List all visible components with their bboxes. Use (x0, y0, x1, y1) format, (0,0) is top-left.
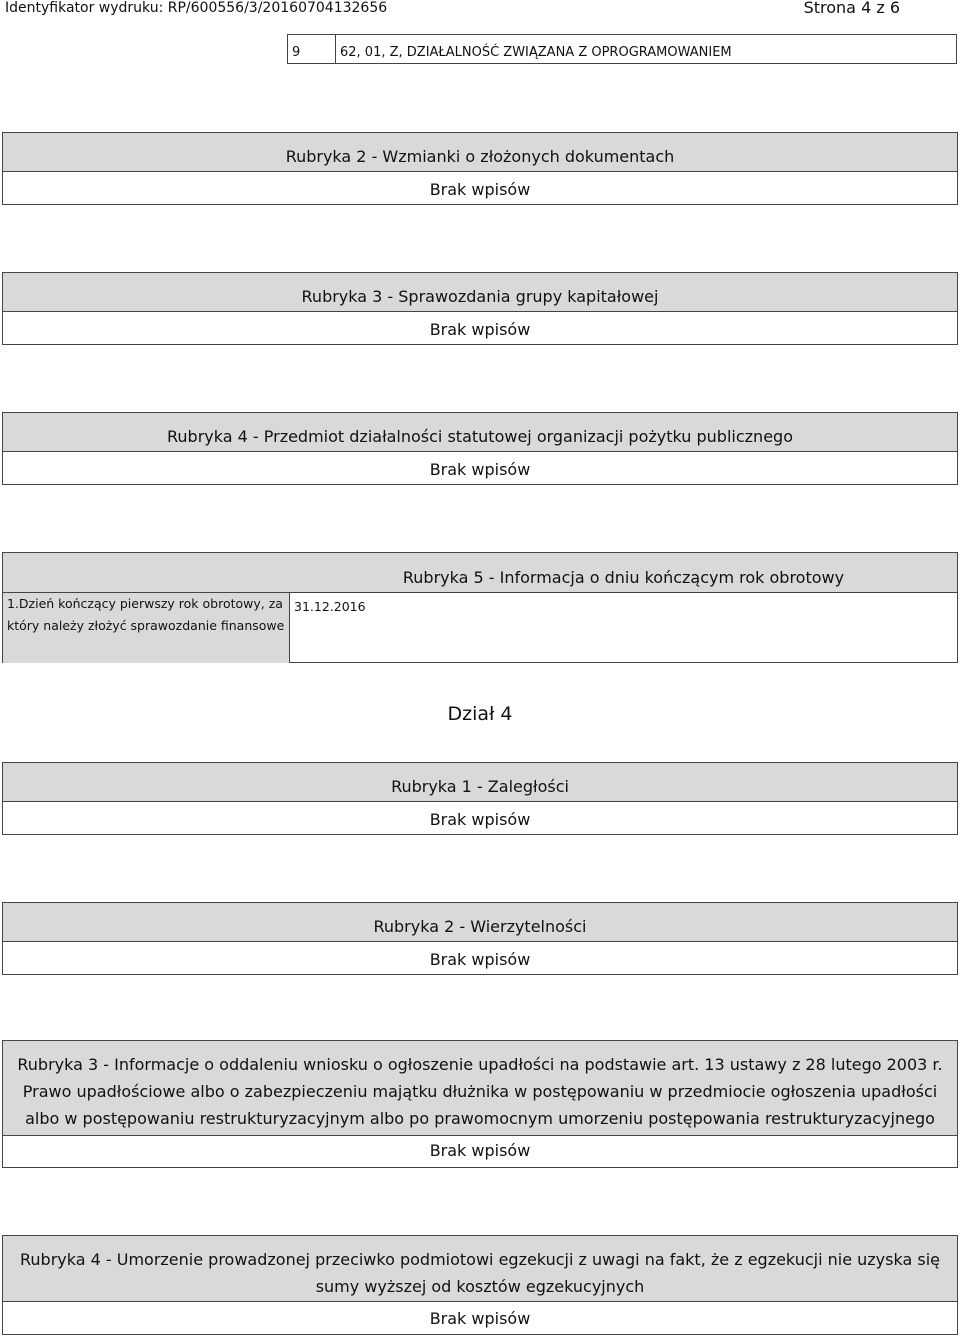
rubryka-body: Brak wpisów (429, 950, 531, 969)
pkd-row (287, 34, 957, 64)
page-number: Strona 4 z 6 (803, 0, 900, 17)
rubryka-3-sprawozdania (2, 272, 958, 345)
rubryka-title: Rubryka 2 - Wierzytelności (3, 903, 957, 942)
rubryka-body: Brak wpisów (429, 320, 531, 339)
rubryka-4-umorzenie-egzekucji (2, 1235, 958, 1335)
rubryka-3-oddalenie-wniosku (2, 1040, 958, 1168)
rubryka-title: Rubryka 1 - Zaległości (3, 763, 957, 802)
rubryka-2-wierzytelnosci (2, 902, 958, 975)
print-identifier: Identyfikator wydruku: RP/600556/3/20160704132656 (5, 0, 388, 16)
section-title-dzial-4: Dział 4 (447, 703, 513, 725)
rubryka-1-zaleglosci (2, 762, 958, 835)
rubryka-title: Rubryka 5 - Informacja o dniu kończącym rok obrotowy (3, 553, 957, 593)
rubryka-5-rok-obrotowy (2, 552, 958, 663)
rubryka-4-przedmiot (2, 412, 958, 485)
rubryka-body: Brak wpisów (429, 810, 531, 829)
rubryka-5-label: 1.Dzień kończący pierwszy rok obrotowy, za który należy złożyć sprawozdanie finansowe (3, 593, 290, 663)
rubryka-title: Rubryka 3 - Sprawozdania grupy kapitałowej (3, 273, 957, 312)
rubryka-body: Brak wpisów (429, 460, 531, 479)
pkd-row-text: 62, 01, Z, DZIAŁALNOŚĆ ZWIĄZANA Z OPROGRAMOWANIEM (340, 45, 732, 60)
rubryka-5-value: 31.12.2016 (294, 599, 366, 614)
rubryka-body: Brak wpisów (429, 180, 531, 199)
rubryka-title: Rubryka 3 - Informacje o oddaleniu wniosku o ogłoszenie upadłości na podstawie art. 13 ustawy z 28 lutego 2003 r. Prawo upadłościowe albo o zabezpieczeniu majątku dłużnika w postępowaniu w przedmiocie ogłoszenia upadłości albo w postępowaniu restrukturyzacyjnym albo po prawomocnym umorzeniu postępowania restrukturyzacyjnego (3, 1041, 957, 1136)
rubryka-2-wzmianki (2, 132, 958, 205)
rubryka-5-row (3, 593, 957, 663)
pkd-row-number: 9 (288, 35, 336, 63)
rubryka-body: Brak wpisów (429, 1309, 531, 1328)
rubryka-title: Rubryka 2 - Wzmianki o złożonych dokumentach (3, 133, 957, 172)
rubryka-title: Rubryka 4 - Przedmiot działalności statutowej organizacji pożytku publicznego (3, 413, 957, 452)
rubryka-body: Brak wpisów (429, 1141, 531, 1160)
rubryka-title: Rubryka 4 - Umorzenie prowadzonej przeciwko podmiotowi egzekucji z uwagi na fakt, że z egzekucji nie uzyska się sumy wyższej od kosztów egzekucyjnych (3, 1236, 957, 1302)
